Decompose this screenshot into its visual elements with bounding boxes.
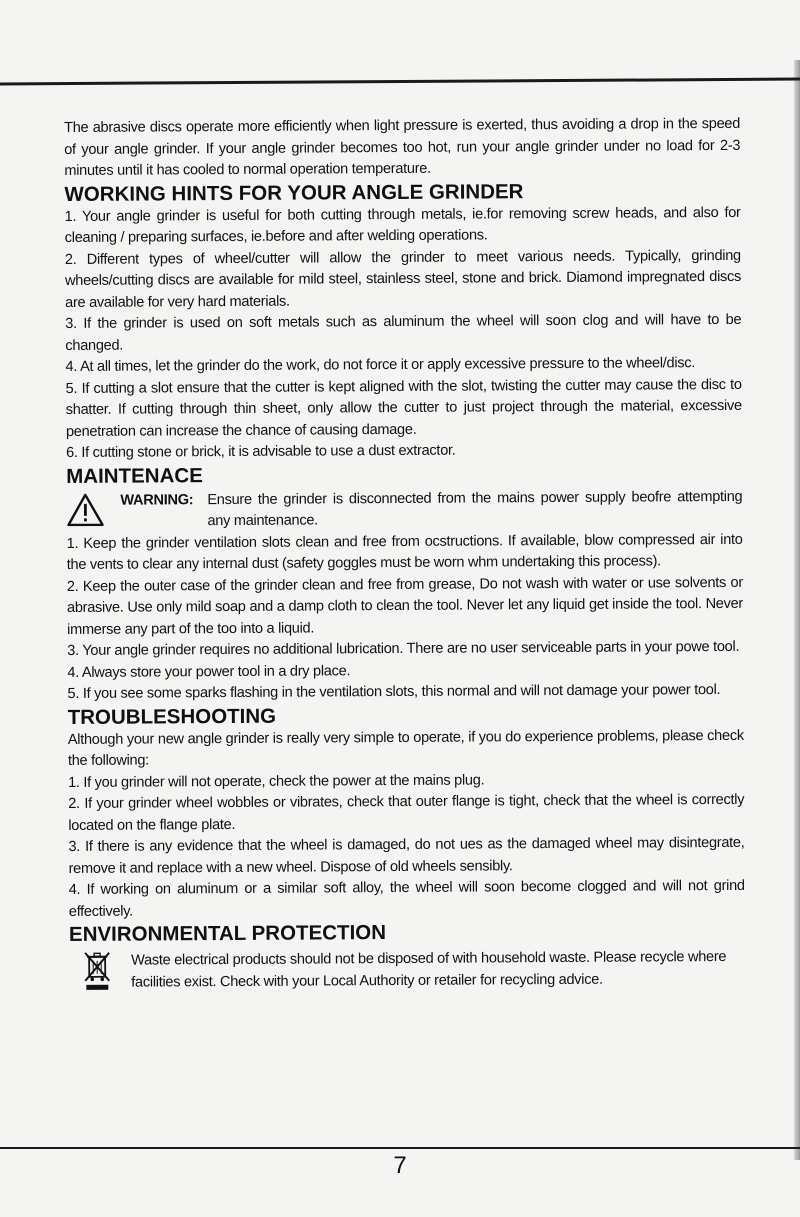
- environmental-heading: ENVIRONMENTAL PROTECTION: [68, 921, 387, 946]
- manual-page-content: [64, 114, 745, 994]
- list-item: 2. Keep the outer case of the grinder clean and free from grease, Do not wash with water or use solvents or abrasive. Use only mild soap and a damp cloth to clean the tool. Never let any liquid get inside the tool. Never immerse any part of the too into a liquid.: [66, 574, 744, 638]
- environmental-notice: [69, 947, 745, 994]
- list-item: 2. Different types of wheel/cutter will allow the grinder to meet various needs. Typically, grinding wheels/cutting discs are available for mild steel, stainless steel, stone and brick. Diamond impregnated discs are available for very hard materials.: [64, 247, 742, 311]
- bottom-divider: [0, 1147, 800, 1149]
- environmental-section: [69, 919, 745, 994]
- list-item: 5. If you see some sparks flashing in the ventilation slots, this normal and will not damage your power tool.: [67, 682, 721, 702]
- working-hints-section: [64, 178, 742, 464]
- list-item: 3. If there is any evidence that the wheel is damaged, do not ues as the damaged wheel may disintegrate, remove it and replace with a new wheel. Dispose of old wheels sensibly.: [68, 834, 745, 877]
- list-item: 4. If working on aluminum or a similar soft alloy, the wheel will soon become clogged and will not grind effectively.: [68, 877, 745, 920]
- troubleshooting-section: [68, 701, 745, 923]
- page-number: 7: [393, 1152, 407, 1179]
- maintenance-heading: MAINTENACE: [66, 463, 203, 488]
- working-hints-heading: WORKING HINTS FOR YOUR ANGLE GRINDER: [64, 179, 524, 206]
- list-item: 2. If your grinder wheel wobbles or vibrates, check that outer flange is tight, check that the wheel is correctly located on the flange plate.: [68, 791, 745, 834]
- page-edge-shadow: [794, 60, 800, 1160]
- list-item: 1. Keep the grinder ventilation slots clean and free from ocstructions. If available, blow compressed air into the vents to clear any internal dust (safety goggles must be worn whm undertaking this process).: [66, 531, 743, 573]
- intro-paragraph: The abrasive discs operate more efficiently when light pressure is exerted, thus avoiding a drop in the speed of your angle grinder. If your angle grinder becomes too hot, run your angle grinder under no load for 2-3 minutes until it has cooled to normal operation temperature.: [64, 115, 741, 179]
- troubleshooting-heading: TROUBLESHOOTING: [67, 704, 277, 729]
- top-divider: [0, 78, 800, 86]
- list-item: 1. Your angle grinder is useful for both cutting through metals, ie.for removing screw heads, and also for cleaning / preparing surfaces, ie.before and after welding operations.: [64, 204, 741, 246]
- list-item: 3. If the grinder is used on soft metals such as aluminum the wheel will soon clog and will have to be changed.: [65, 311, 742, 354]
- list-item: 1. If you grinder will not operate, check the power at the mains plug.: [68, 771, 485, 791]
- maintenance-section: [66, 460, 743, 705]
- list-item: 6. If cutting stone or brick, it is advisable to use a dust extractor.: [65, 442, 456, 461]
- troubleshooting-intro: Although your new angle grinder is really very simple to operate, if you do experience problems, please check the following:: [67, 727, 744, 769]
- warning-notice: [66, 486, 742, 533]
- warning-label: WARNING:: [120, 491, 194, 509]
- environmental-text: Waste electrical products should not be disposed of with household waste. Please recycle where facilities exist. Check with your Local Authority or retailer for recycling advice.: [131, 948, 727, 991]
- warning-triangle-icon: [66, 492, 104, 526]
- list-item: 4. At all times, let the grinder do the work, do not force it or apply excessive pressure to the wheel/disc.: [65, 355, 696, 375]
- list-item: 5. If cutting a slot ensure that the cutter is kept aligned with the slot, twisting the cutter may cause the disc to shatter. If cutting through thin sheet, only allow the cutter to just project through the material, excessive penetration can increase the chance of causing damage.: [65, 376, 742, 440]
- list-item: 4. Always store your power tool in a dry place.: [67, 662, 351, 681]
- list-item: 3. Your angle grinder requires no additional lubrication. There are no user serviceable parts in your powe tool.: [67, 638, 740, 659]
- warning-text: Ensure the grinder is disconnected from the mains power supply beofre attempting any maintenance.: [207, 488, 743, 530]
- crossed-out-bin-icon: [83, 951, 111, 993]
